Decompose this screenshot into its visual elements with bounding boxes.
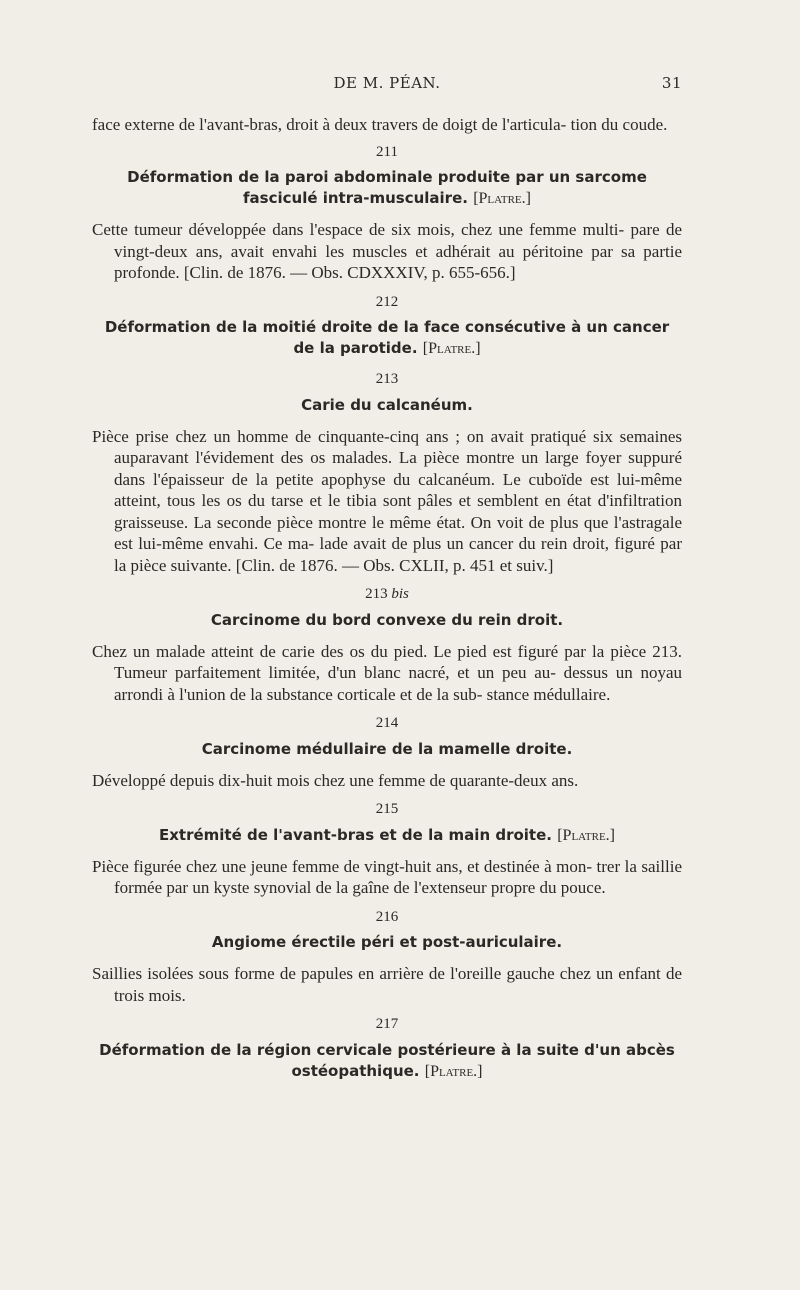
entry-number-value: 213 xyxy=(375,371,399,387)
entry-number-value: 211 xyxy=(376,143,398,160)
entry-number-suffix: bis xyxy=(391,586,409,602)
entry-number xyxy=(92,369,682,391)
entry-heading-text: Déformation de la paroi abdominale produite par un sarcome fasciculé intra-musculaire. xyxy=(127,168,647,207)
entry-heading xyxy=(92,739,682,760)
entry-number xyxy=(92,584,682,606)
entry-description: Cette tumeur développée dans l'espace de six mois, chez une femme multi- pare de vingt-deux ans, avait envahi les muscles et adhérait au péritoine par sa partie profonde. [Clin. de 1876. — Obs. CDXXXIV, p. 655-656.] xyxy=(92,220,682,282)
entry-tag: [Platre.] xyxy=(473,190,531,207)
entry-heading xyxy=(92,932,682,953)
entry-heading-text: Carcinome du bord convexe du rein droit. xyxy=(210,610,564,629)
entry-heading xyxy=(92,317,682,359)
entry-number xyxy=(92,799,682,821)
page-body xyxy=(92,114,682,1092)
entry-number-value: 216 xyxy=(375,908,399,925)
entry-number xyxy=(92,142,682,164)
entry-number xyxy=(92,1014,682,1036)
entry-description: Pièce figurée chez une jeune femme de vingt-huit ans, et destinée à mon- trer la saillie formée par un kyste synovial de la gaîne de l'extenseur propre du pouce. xyxy=(92,856,682,897)
entry-number-value: 217 xyxy=(375,1016,399,1032)
entry-description: Saillies isolées sous forme de papules en arrière de l'oreille gauche chez un enfant de trois mois. xyxy=(92,964,682,1005)
intro-paragraph: face externe de l'avant-bras, droit à deux travers de doigt de l'articula- tion du coude. xyxy=(92,115,668,134)
entry-tag: [Platre.] xyxy=(422,340,481,357)
entry-heading xyxy=(92,1040,682,1082)
entry-heading xyxy=(92,610,682,631)
entry-description: Développé depuis dix-huit mois chez une femme de quarante-deux ans. xyxy=(92,770,579,790)
entry-heading-text: Déformation de la région cervicale postérieure à la suite d'un abcès ostéopathique. xyxy=(99,1040,675,1080)
page-number: 31 xyxy=(661,74,682,92)
entry-description: Chez un malade atteint de carie des os du pied. Le pied est figuré par la pièce 213. Tumeur parfaitement limitée, d'un blanc nacré, et un peu au- dessus un noyau arrondi à l'union de la substance corticale et de la sub- stance médullaire. xyxy=(92,641,682,704)
catalogue-entries xyxy=(92,142,682,1082)
entry-number xyxy=(92,292,682,314)
entry-heading xyxy=(92,167,682,209)
entry-tag: [Platre.] xyxy=(557,826,615,844)
entry-heading-text: Carcinome médullaire de la mamelle droite. xyxy=(201,739,573,758)
header-title: DE M. PÉAN. xyxy=(333,74,441,92)
entry-number-value: 215 xyxy=(375,801,399,817)
running-header xyxy=(92,74,682,98)
entry-heading xyxy=(92,825,682,846)
entry-heading xyxy=(92,395,682,416)
entry-number-value: 214 xyxy=(375,715,399,731)
entry-heading-text: Angiome érectile péri et post-auriculaire. xyxy=(211,933,563,951)
entry-description: Pièce prise chez un homme de cinquante-cinq ans ; on avait pratiqué six semaines auparavant l'évidement des os malades. La pièce montre un large foyer suppuré dans l'épaisseur de la petite apophyse du calcanéum. Le cuboïde est lui-même atteint, tous les os du tarse et le tibia sont pâles et semblent en état d'infiltration graisseuse. La seconde pièce montre le même état. On voit de plus que l'astragale est lui-même envahi. Ce ma- lade avait de plus un cancer du rein droit, figuré par la pièce suivante. [Clin. de 1876. — Obs. CXLII, p. 451 et suiv.] xyxy=(92,426,682,575)
entry-number-value: 213 xyxy=(365,586,388,602)
entry-number-value: 212 xyxy=(375,293,399,310)
entry-heading-text: Déformation de la moitié droite de la face consécutive à un cancer de la parotide. xyxy=(104,318,670,357)
entry-number xyxy=(92,907,682,929)
entry-number xyxy=(92,713,682,735)
entry-heading-text: Extrémité de l'avant-bras et de la main droite. xyxy=(159,825,552,844)
entry-tag: [Platre.] xyxy=(424,1062,483,1080)
entry-heading-text: Carie du calcanéum. xyxy=(301,395,473,414)
